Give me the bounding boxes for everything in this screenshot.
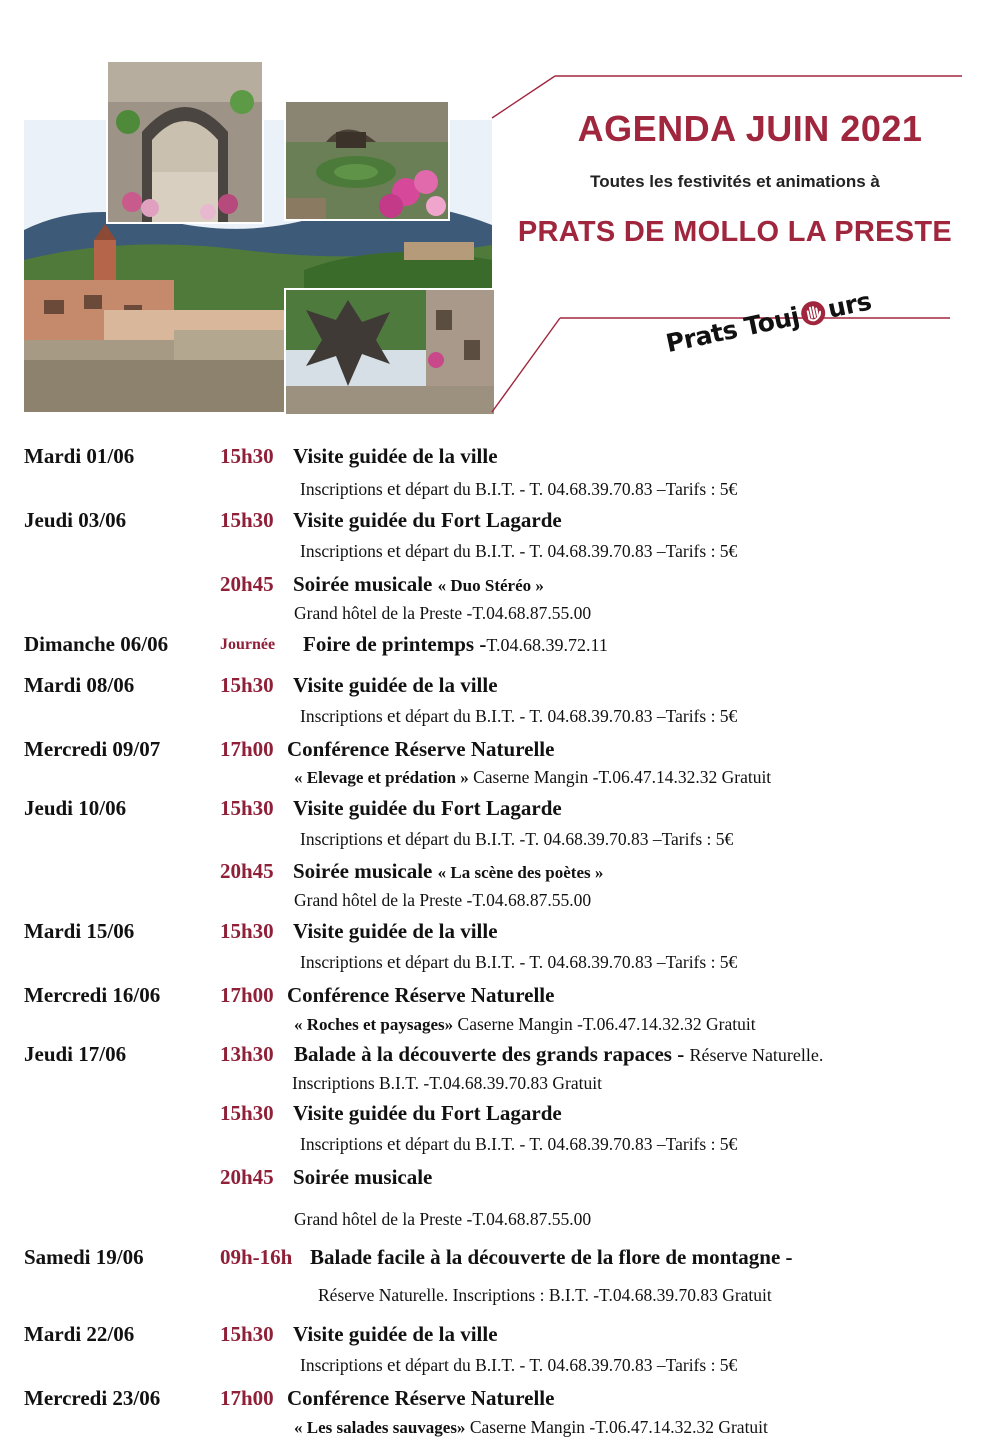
detail-part: départ du B.I.T. - T. 04.68.39.70.83 –Tarifs : 5€ bbox=[400, 706, 738, 726]
detail-part: Inscriptions bbox=[300, 541, 388, 561]
detail-part: et bbox=[387, 952, 401, 973]
detail-part: départ du B.I.T. - T. 04.68.39.70.83 –Tarifs : 5€ bbox=[400, 1134, 738, 1154]
event-title: Visite guidée du Fort Lagarde bbox=[293, 1101, 562, 1125]
event-detail: Inscriptions B.I.T. -T.04.68.39.70.83 Gratuit bbox=[292, 1073, 602, 1093]
event-detail: Grand hôtel de la Preste -T.04.68.87.55.00 bbox=[294, 603, 592, 623]
event-title bbox=[303, 632, 608, 657]
day-label: Jeudi 17/06 bbox=[24, 1042, 127, 1066]
event-detail: Grand hôtel de la Preste -T.04.68.87.55.00 bbox=[294, 1209, 592, 1229]
event-detail: Réserve Naturelle. Inscriptions : B.I.T. -T.04.68.39.70.83 Gratuit bbox=[318, 1285, 772, 1305]
event-time: 13h30 bbox=[220, 1042, 274, 1066]
event-time: 20h45 bbox=[220, 1165, 274, 1189]
event-time: 15h30 bbox=[220, 673, 274, 697]
event-subtitle: « Roches et paysages» bbox=[294, 1015, 454, 1034]
event-title-text: Foire de printemps - bbox=[303, 632, 487, 656]
day-label: Jeudi 10/06 bbox=[24, 796, 127, 820]
event-detail bbox=[300, 829, 733, 851]
event-subtitle: « Duo Stéréo » bbox=[437, 576, 544, 595]
detail-part: et bbox=[387, 479, 401, 500]
detail-part: Inscriptions bbox=[300, 829, 388, 849]
event-time: Journée bbox=[220, 636, 276, 653]
event-title: Visite guidée de la ville bbox=[293, 673, 498, 697]
detail-part: et bbox=[387, 541, 401, 562]
detail-part: Caserne Mangin -T.06.47.14.32.32 Gratuit bbox=[453, 1014, 756, 1034]
town-name: PRATS DE MOLLO LA PRESTE bbox=[517, 216, 953, 248]
event-time: 20h45 bbox=[220, 859, 274, 883]
detail-part: et bbox=[387, 1134, 401, 1155]
day-label: Dimanche 06/06 bbox=[24, 632, 169, 656]
event-detail bbox=[294, 1417, 768, 1438]
detail-part: Inscriptions bbox=[300, 1134, 388, 1154]
event-subtitle: « La scène des poètes » bbox=[437, 863, 604, 882]
day-label: Mardi 15/06 bbox=[24, 919, 135, 943]
event-time: 15h30 bbox=[220, 1101, 274, 1125]
event-detail bbox=[300, 706, 737, 728]
event-time: 17h00 bbox=[220, 1386, 274, 1410]
event-title bbox=[294, 1042, 823, 1067]
event-title-text: Soirée musicale bbox=[293, 859, 438, 883]
event-title: Visite guidée de la ville bbox=[293, 444, 498, 468]
detail-part: départ du B.I.T. - T. 04.68.39.70.83 –Tarifs : 5€ bbox=[400, 1355, 738, 1375]
event-time: 20h45 bbox=[220, 572, 274, 596]
detail-part: départ du B.I.T. - T. 04.68.39.70.83 –Tarifs : 5€ bbox=[400, 541, 738, 561]
detail-part: Inscriptions bbox=[300, 706, 388, 726]
event-time: 15h30 bbox=[220, 796, 274, 820]
event-title: Balade facile à la découverte de la flore de montagne - bbox=[310, 1245, 793, 1269]
day-label: Mardi 22/06 bbox=[24, 1322, 135, 1346]
event-title-text: Soirée musicale bbox=[293, 572, 438, 596]
day-label: Mardi 08/06 bbox=[24, 673, 135, 697]
agenda-title: AGENDA JUIN 2021 bbox=[577, 108, 923, 149]
event-title: Visite guidée du Fort Lagarde bbox=[293, 796, 562, 820]
day-label: Jeudi 03/06 bbox=[24, 508, 127, 532]
event-detail bbox=[300, 541, 737, 563]
day-label: Mercredi 23/06 bbox=[24, 1386, 161, 1410]
event-title: Conférence Réserve Naturelle bbox=[287, 983, 555, 1007]
event-title: Conférence Réserve Naturelle bbox=[287, 737, 555, 761]
logo-text-part2: urs bbox=[825, 286, 874, 324]
event-title: Soirée musicale bbox=[293, 1165, 433, 1189]
detail-part: Inscriptions bbox=[300, 479, 388, 499]
event-time: 15h30 bbox=[220, 919, 274, 943]
event-detail: Grand hôtel de la Preste -T.04.68.87.55.00 bbox=[294, 890, 592, 910]
event-subtitle: « Elevage et prédation » bbox=[294, 768, 469, 787]
event-detail bbox=[294, 1014, 756, 1035]
event-subtitle: « Les salades sauvages» bbox=[294, 1418, 466, 1437]
day-label: Mercredi 09/07 bbox=[24, 737, 161, 761]
event-time: 15h30 bbox=[220, 508, 274, 532]
detail-part: et bbox=[387, 829, 401, 850]
event-title: Visite guidée de la ville bbox=[293, 1322, 498, 1346]
detail-part: départ du B.I.T. - T. 04.68.39.70.83 –Tarifs : 5€ bbox=[400, 479, 738, 499]
detail-part: départ du B.I.T. - T. 04.68.39.70.83 –Tarifs : 5€ bbox=[400, 952, 738, 972]
detail-part: Inscriptions bbox=[300, 1355, 388, 1375]
event-detail bbox=[300, 1355, 737, 1377]
event-detail bbox=[300, 1134, 737, 1156]
event-title bbox=[293, 572, 544, 597]
event-detail bbox=[300, 952, 737, 974]
detail-part: et bbox=[387, 1355, 401, 1376]
detail-part: Caserne Mangin -T.06.47.14.32.32 Gratuit bbox=[468, 767, 772, 787]
agenda-subtitle: Toutes les festivités et animations à bbox=[590, 172, 880, 191]
day-label: Mercredi 16/06 bbox=[24, 983, 161, 1007]
event-time: 17h00 bbox=[220, 737, 274, 761]
event-phone: T.04.68.39.72.11 bbox=[486, 635, 608, 655]
detail-part: et bbox=[387, 706, 401, 727]
day-label: Samedi 19/06 bbox=[24, 1245, 144, 1269]
event-title: Visite guidée de la ville bbox=[293, 919, 498, 943]
event-time: 15h30 bbox=[220, 1322, 274, 1346]
event-title: Conférence Réserve Naturelle bbox=[287, 1386, 555, 1410]
event-detail bbox=[300, 479, 737, 501]
event-location: Réserve Naturelle. bbox=[689, 1045, 824, 1065]
event-time: 15h30 bbox=[220, 444, 274, 468]
day-label: Mardi 01/06 bbox=[24, 444, 135, 468]
event-title: Visite guidée du Fort Lagarde bbox=[293, 508, 562, 532]
event-title bbox=[293, 859, 603, 884]
detail-part: départ du B.I.T. -T. 04.68.39.70.83 –Tarifs : 5€ bbox=[400, 829, 734, 849]
event-time: 09h-16h bbox=[220, 1245, 293, 1269]
event-title-text: Balade à la découverte des grands rapaces - bbox=[294, 1042, 690, 1066]
event-detail bbox=[294, 767, 771, 788]
event-time: 17h00 bbox=[220, 983, 274, 1007]
detail-part: Caserne Mangin -T.06.47.14.32.32 Gratuit bbox=[465, 1417, 768, 1437]
detail-part: Inscriptions bbox=[300, 952, 388, 972]
logo-text-part1: Prats Touj bbox=[663, 301, 802, 359]
